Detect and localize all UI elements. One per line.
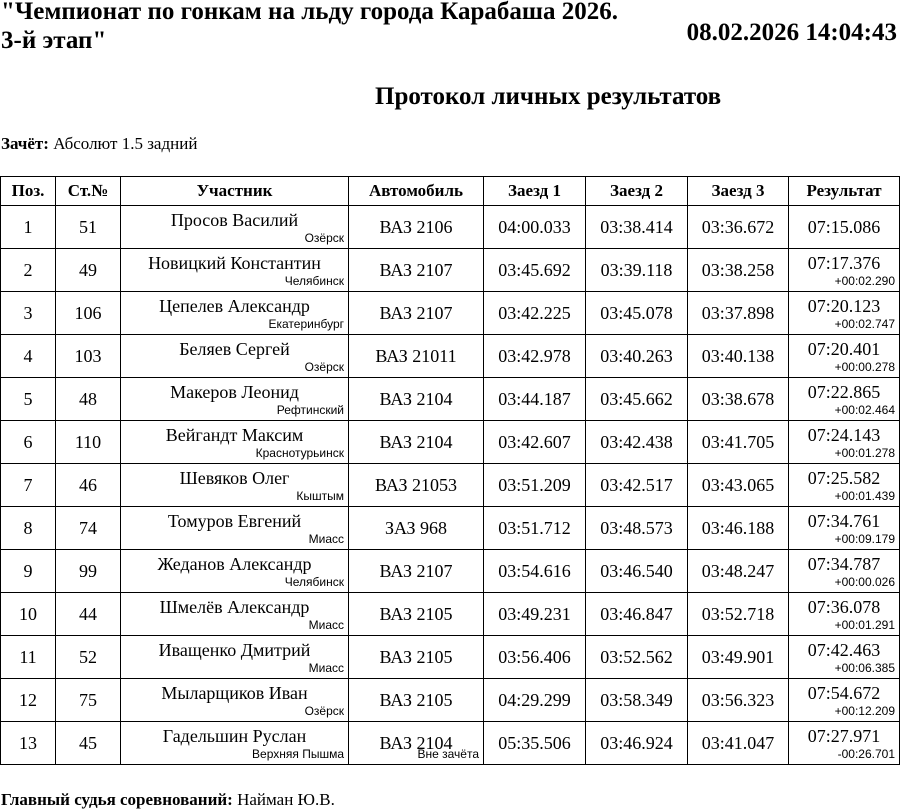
- position-cell: 2: [1, 249, 56, 292]
- result-gap: -00:26.701: [837, 747, 895, 761]
- start-number-cell: 103: [56, 335, 121, 378]
- result-cell: [789, 249, 900, 292]
- run-2-cell: 03:45.078: [586, 292, 688, 335]
- run-1-cell: 03:51.712: [484, 507, 586, 550]
- participant-city: Миасс: [308, 618, 344, 632]
- run-1-cell: 03:42.607: [484, 421, 586, 464]
- participant-name: Вейгандт Максим: [165, 425, 304, 445]
- car-model: ЗАЗ 968: [384, 518, 448, 538]
- position-cell: 10: [1, 593, 56, 636]
- car-note: Вне зачёта: [417, 747, 479, 761]
- table-row: [1, 593, 900, 636]
- result-gap: +00:06.385: [834, 661, 895, 675]
- table-row: [1, 550, 900, 593]
- result-time: 07:54.672: [807, 683, 881, 703]
- start-number-cell: 45: [56, 722, 121, 765]
- run-3-cell: 03:37.898: [688, 292, 789, 335]
- participant-name: Гадельшин Руслан: [162, 726, 307, 746]
- result-gap: +00:01.291: [834, 618, 895, 632]
- run-3-cell: 03:38.678: [688, 378, 789, 421]
- run-3-cell: 03:40.138: [688, 335, 789, 378]
- car-cell: [349, 679, 484, 722]
- position-cell: 12: [1, 679, 56, 722]
- car-cell: [349, 550, 484, 593]
- participant-cell: [121, 206, 349, 249]
- column-header-run-3: Заезд 3: [688, 177, 789, 206]
- table-row: [1, 292, 900, 335]
- result-gap: +00:01.439: [834, 489, 895, 503]
- run-2-cell: 03:46.847: [586, 593, 688, 636]
- car-cell: [349, 292, 484, 335]
- result-time: 07:24.143: [807, 425, 881, 445]
- table-row: [1, 722, 900, 765]
- column-header-car: Автомобиль: [349, 177, 484, 206]
- participant-city: Верхняя Пышма: [252, 747, 344, 761]
- participant-cell: [121, 636, 349, 679]
- participant-name: Шмелёв Александр: [159, 597, 310, 617]
- start-number-cell: 74: [56, 507, 121, 550]
- run-3-cell: 03:49.901: [688, 636, 789, 679]
- table-row: [1, 206, 900, 249]
- participant-city: Озёрск: [304, 231, 344, 245]
- participant-name: Томуров Евгений: [167, 511, 302, 531]
- car-model: ВАЗ 2107: [379, 260, 453, 280]
- run-3-cell: 03:36.672: [688, 206, 789, 249]
- run-3-cell: 03:52.718: [688, 593, 789, 636]
- run-1-cell: 04:00.033: [484, 206, 586, 249]
- car-model: ВАЗ 2105: [379, 690, 453, 710]
- event-title: "Чемпионат по гонкам на льду города Карабаша 2026. 3-й этап": [1, 0, 618, 54]
- car-model: ВАЗ 2105: [379, 604, 453, 624]
- participant-name: Цепелев Александр: [159, 296, 310, 316]
- participant-city: Миасс: [308, 661, 344, 675]
- result-gap: +00:02.464: [834, 403, 895, 417]
- result-cell: [789, 507, 900, 550]
- result-time: 07:20.123: [807, 296, 881, 316]
- result-gap: +00:02.747: [834, 317, 895, 331]
- results-body: [1, 206, 900, 765]
- print-datetime: 08.02.2026 14:04:43: [686, 19, 897, 46]
- participant-cell: [121, 249, 349, 292]
- table-row: [1, 464, 900, 507]
- table-row: [1, 679, 900, 722]
- participant-city: Челябинск: [284, 274, 344, 288]
- car-model: ВАЗ 21053: [375, 475, 457, 495]
- start-number-cell: 99: [56, 550, 121, 593]
- participant-cell: [121, 593, 349, 636]
- result-time: 07:34.787: [807, 554, 881, 574]
- chief-judge-name: Найман Ю.В.: [237, 790, 335, 809]
- run-2-cell: 03:46.924: [586, 722, 688, 765]
- participant-cell: [121, 421, 349, 464]
- car-cell: [349, 464, 484, 507]
- table-row: [1, 378, 900, 421]
- position-cell: 8: [1, 507, 56, 550]
- participant-name: Мыларщиков Иван: [161, 683, 308, 703]
- result-gap: +00:09.179: [834, 532, 895, 546]
- run-2-cell: 03:39.118: [586, 249, 688, 292]
- column-header-run-1: Заезд 1: [484, 177, 586, 206]
- car-model: ВАЗ 2104: [379, 432, 453, 452]
- result-cell: [789, 722, 900, 765]
- position-cell: 7: [1, 464, 56, 507]
- result-cell: [789, 421, 900, 464]
- run-2-cell: 03:40.263: [586, 335, 688, 378]
- result-gap: +00:02.290: [834, 274, 895, 288]
- run-3-cell: 03:43.065: [688, 464, 789, 507]
- participant-name: Макеров Леонид: [170, 382, 299, 402]
- run-3-cell: 03:48.247: [688, 550, 789, 593]
- run-1-cell: 03:49.231: [484, 593, 586, 636]
- run-1-cell: 03:45.692: [484, 249, 586, 292]
- result-gap: +00:12.209: [834, 704, 895, 718]
- run-3-cell: 03:56.323: [688, 679, 789, 722]
- result-time: 07:34.761: [807, 511, 881, 531]
- run-1-cell: 03:56.406: [484, 636, 586, 679]
- run-2-cell: 03:46.540: [586, 550, 688, 593]
- position-cell: 4: [1, 335, 56, 378]
- run-2-cell: 03:52.562: [586, 636, 688, 679]
- position-cell: 9: [1, 550, 56, 593]
- result-time: 07:36.078: [807, 597, 881, 617]
- start-number-cell: 51: [56, 206, 121, 249]
- column-header-result: Результат: [789, 177, 900, 206]
- run-1-cell: 03:51.209: [484, 464, 586, 507]
- start-number-cell: 106: [56, 292, 121, 335]
- result-cell: [789, 378, 900, 421]
- car-model: ВАЗ 2104: [379, 733, 453, 753]
- start-number-cell: 46: [56, 464, 121, 507]
- run-2-cell: 03:38.414: [586, 206, 688, 249]
- header-row: [1, 177, 900, 206]
- run-2-cell: 03:58.349: [586, 679, 688, 722]
- participant-city: Кыштым: [296, 489, 344, 503]
- start-number-cell: 49: [56, 249, 121, 292]
- run-1-cell: 03:54.616: [484, 550, 586, 593]
- table-row: [1, 249, 900, 292]
- participant-cell: [121, 550, 349, 593]
- car-cell: [349, 335, 484, 378]
- run-2-cell: 03:45.662: [586, 378, 688, 421]
- result-cell: [789, 636, 900, 679]
- result-gap: +00:01.278: [834, 446, 895, 460]
- position-cell: 1: [1, 206, 56, 249]
- standing-value: Абсолют 1.5 задний: [53, 134, 198, 153]
- participant-name: Шевяков Олег: [179, 468, 290, 488]
- standing-line: [1, 134, 197, 154]
- car-cell: [349, 206, 484, 249]
- participant-name: Новицкий Константин: [148, 253, 321, 273]
- run-2-cell: 03:48.573: [586, 507, 688, 550]
- start-number-cell: 44: [56, 593, 121, 636]
- result-cell: [789, 335, 900, 378]
- participant-city: Озёрск: [304, 704, 344, 718]
- position-cell: 13: [1, 722, 56, 765]
- result-cell: [789, 206, 900, 249]
- participant-name: Иващенко Дмитрий: [158, 640, 311, 660]
- standing-label: Зачёт:: [1, 134, 49, 153]
- participant-cell: [121, 679, 349, 722]
- participant-name: Просов Василий: [170, 210, 299, 230]
- participant-cell: [121, 507, 349, 550]
- participant-city: Озёрск: [304, 360, 344, 374]
- participant-city: Челябинск: [284, 575, 344, 589]
- participant-cell: [121, 335, 349, 378]
- position-cell: 11: [1, 636, 56, 679]
- car-cell: [349, 378, 484, 421]
- result-gap: +00:00.026: [834, 575, 895, 589]
- run-1-cell: 03:44.187: [484, 378, 586, 421]
- start-number-cell: 110: [56, 421, 121, 464]
- car-cell: [349, 421, 484, 464]
- car-model: ВАЗ 2104: [379, 389, 453, 409]
- run-2-cell: 03:42.438: [586, 421, 688, 464]
- participant-city: Краснотурьинск: [255, 446, 344, 460]
- table-row: [1, 507, 900, 550]
- column-header-start-number: Ст.№: [56, 177, 121, 206]
- car-cell: [349, 507, 484, 550]
- participant-name: Жеданов Александр: [157, 554, 312, 574]
- results-table: [0, 176, 900, 765]
- run-3-cell: 03:38.258: [688, 249, 789, 292]
- participant-cell: [121, 378, 349, 421]
- column-header-participant: Участник: [121, 177, 349, 206]
- participant-name: Беляев Сергей: [179, 339, 290, 359]
- column-header-pos: Поз.: [1, 177, 56, 206]
- result-gap: +00:00.278: [834, 360, 895, 374]
- start-number-cell: 52: [56, 636, 121, 679]
- car-model: ВАЗ 2107: [379, 303, 453, 323]
- column-header-run-2: Заезд 2: [586, 177, 688, 206]
- table-row: [1, 421, 900, 464]
- run-2-cell: 03:42.517: [586, 464, 688, 507]
- participant-cell: [121, 292, 349, 335]
- car-model: ВАЗ 2107: [379, 561, 453, 581]
- result-cell: [789, 679, 900, 722]
- table-row: [1, 335, 900, 378]
- start-number-cell: 75: [56, 679, 121, 722]
- document-subtitle: Протокол личных результатов: [375, 83, 722, 110]
- participant-cell: [121, 722, 349, 765]
- result-time: 07:42.463: [807, 640, 881, 660]
- result-time: 07:15.086: [807, 217, 881, 237]
- run-1-cell: 03:42.978: [484, 335, 586, 378]
- car-cell: [349, 593, 484, 636]
- car-cell: [349, 722, 484, 765]
- position-cell: 3: [1, 292, 56, 335]
- run-3-cell: 03:41.705: [688, 421, 789, 464]
- result-cell: [789, 593, 900, 636]
- participant-city: Екатеринбург: [268, 317, 344, 331]
- start-number-cell: 48: [56, 378, 121, 421]
- position-cell: 6: [1, 421, 56, 464]
- result-time: 07:22.865: [807, 382, 881, 402]
- car-cell: [349, 249, 484, 292]
- car-model: ВАЗ 2106: [379, 217, 453, 237]
- participant-city: Миасс: [308, 532, 344, 546]
- result-time: 07:27.971: [807, 726, 881, 746]
- chief-judge-line: [1, 790, 335, 810]
- result-time: 07:20.401: [807, 339, 881, 359]
- run-1-cell: 04:29.299: [484, 679, 586, 722]
- participant-cell: [121, 464, 349, 507]
- run-3-cell: 03:46.188: [688, 507, 789, 550]
- run-1-cell: 03:42.225: [484, 292, 586, 335]
- result-cell: [789, 464, 900, 507]
- result-time: 07:25.582: [807, 468, 881, 488]
- run-3-cell: 03:41.047: [688, 722, 789, 765]
- participant-city: Рефтинский: [276, 403, 344, 417]
- car-model: ВАЗ 2105: [379, 647, 453, 667]
- run-1-cell: 05:35.506: [484, 722, 586, 765]
- car-cell: [349, 636, 484, 679]
- result-time: 07:17.376: [807, 253, 881, 273]
- position-cell: 5: [1, 378, 56, 421]
- table-row: [1, 636, 900, 679]
- result-cell: [789, 550, 900, 593]
- result-cell: [789, 292, 900, 335]
- car-model: ВАЗ 21011: [375, 346, 457, 366]
- chief-judge-label: Главный судья соревнований:: [1, 790, 233, 809]
